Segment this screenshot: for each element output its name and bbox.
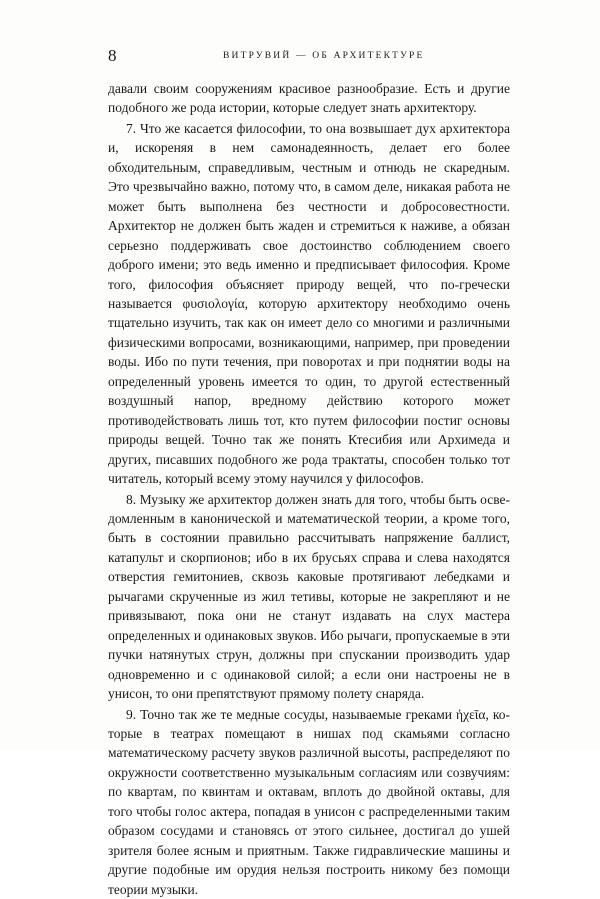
running-head [108, 46, 508, 66]
paragraph-9-vessels: 9. Точно так же те медные сосуды, называемые греками ἠχεῖα, которые в театрах помещают в нишах под скамьями согласно математическому расчету звуков различной высоты, распределяют по окружности соответственно музыкальным согласиям или созвучиям: по квартам, по квинтам и октавам, вплоть до двойной октавы, для того чтобы голос актера, попадая в унисон с распределенными таким образом сосудами и становясь от этого сильнее, достигал до ушей зрителя более ясным и приятным. Также гидравлические машины и другие подобные им орудия нельзя построить никому без помощи теории музыки. [108, 705, 510, 899]
page-number: 8 [108, 46, 117, 66]
paragraph-8-music: 8. Музыку же архитектор должен знать для того, чтобы быть осведомленным в канонической и математической теории, а кроме того, быть в состоянии правильно рассчитывать напряжение баллист, катапульт и скорпионов; ибо в их брусьях справа и слева находятся отверстия гемитониев, сквозь каковые протягивают лебедками и рычагами скрученные из жил тетивы, которые не закрепляют и не привязывают, пока они не станут издавать на слух мастера определенных и одинаковых звуков. Ибо рычаги, пропускаемые в эти пучки натянутых струн, должны при спускании производить удар одновременно и с одинаковой силой; а если они настроены не в унисон, то они препятствуют прямому полету снаряда. [108, 490, 510, 704]
text-column [108, 79, 510, 899]
paragraph-7-philosophy: 7. Что же касается философии, то она возвышает дух архитектора и, искореняя в нем самонадеянность, делает его более обходительным, справедливым, честным и отнюдь не скаредным. Это чрезвычайно важно, потому что, в самом деле, никакая работа не может быть выполнена без честности и добросовестности. Архитектор не должен быть жаден и стремиться к наживе, а обязан серьезно поддерживать свое достоинство соблюдением своего доброго имени; это ведь именно и предписывает философия. Кроме того, философия объясняет природу вещей, что по-гречески называется φυσιολογία, которую архитектору необходимо очень тщательно изучить, так как он имеет дело со многими и различными физическими вопросами, возникающими, например, при проведении воды. Ибо по пути течения, при поворотах и при поднятии воды на определенный уровень имеется то один, то другой естественный воздушный напор, вредному действию которого может противодействовать лишь тот, кто путем философии постиг основы природы вещей. Точно так же понять Ктесибия или Архимеда и других, писавших подобного же рода трактаты, способен только тот читатель, который всему этому научился у философов. [108, 119, 510, 489]
paragraph-continuation: давали своим сооружениям красивое разнообразие. Есть и другие подобного же рода истории, которые следует знать архитектору. [108, 79, 510, 118]
running-title: ВИТРУВИЙ — ОБ АРХИТЕКТУРЕ [223, 49, 425, 63]
